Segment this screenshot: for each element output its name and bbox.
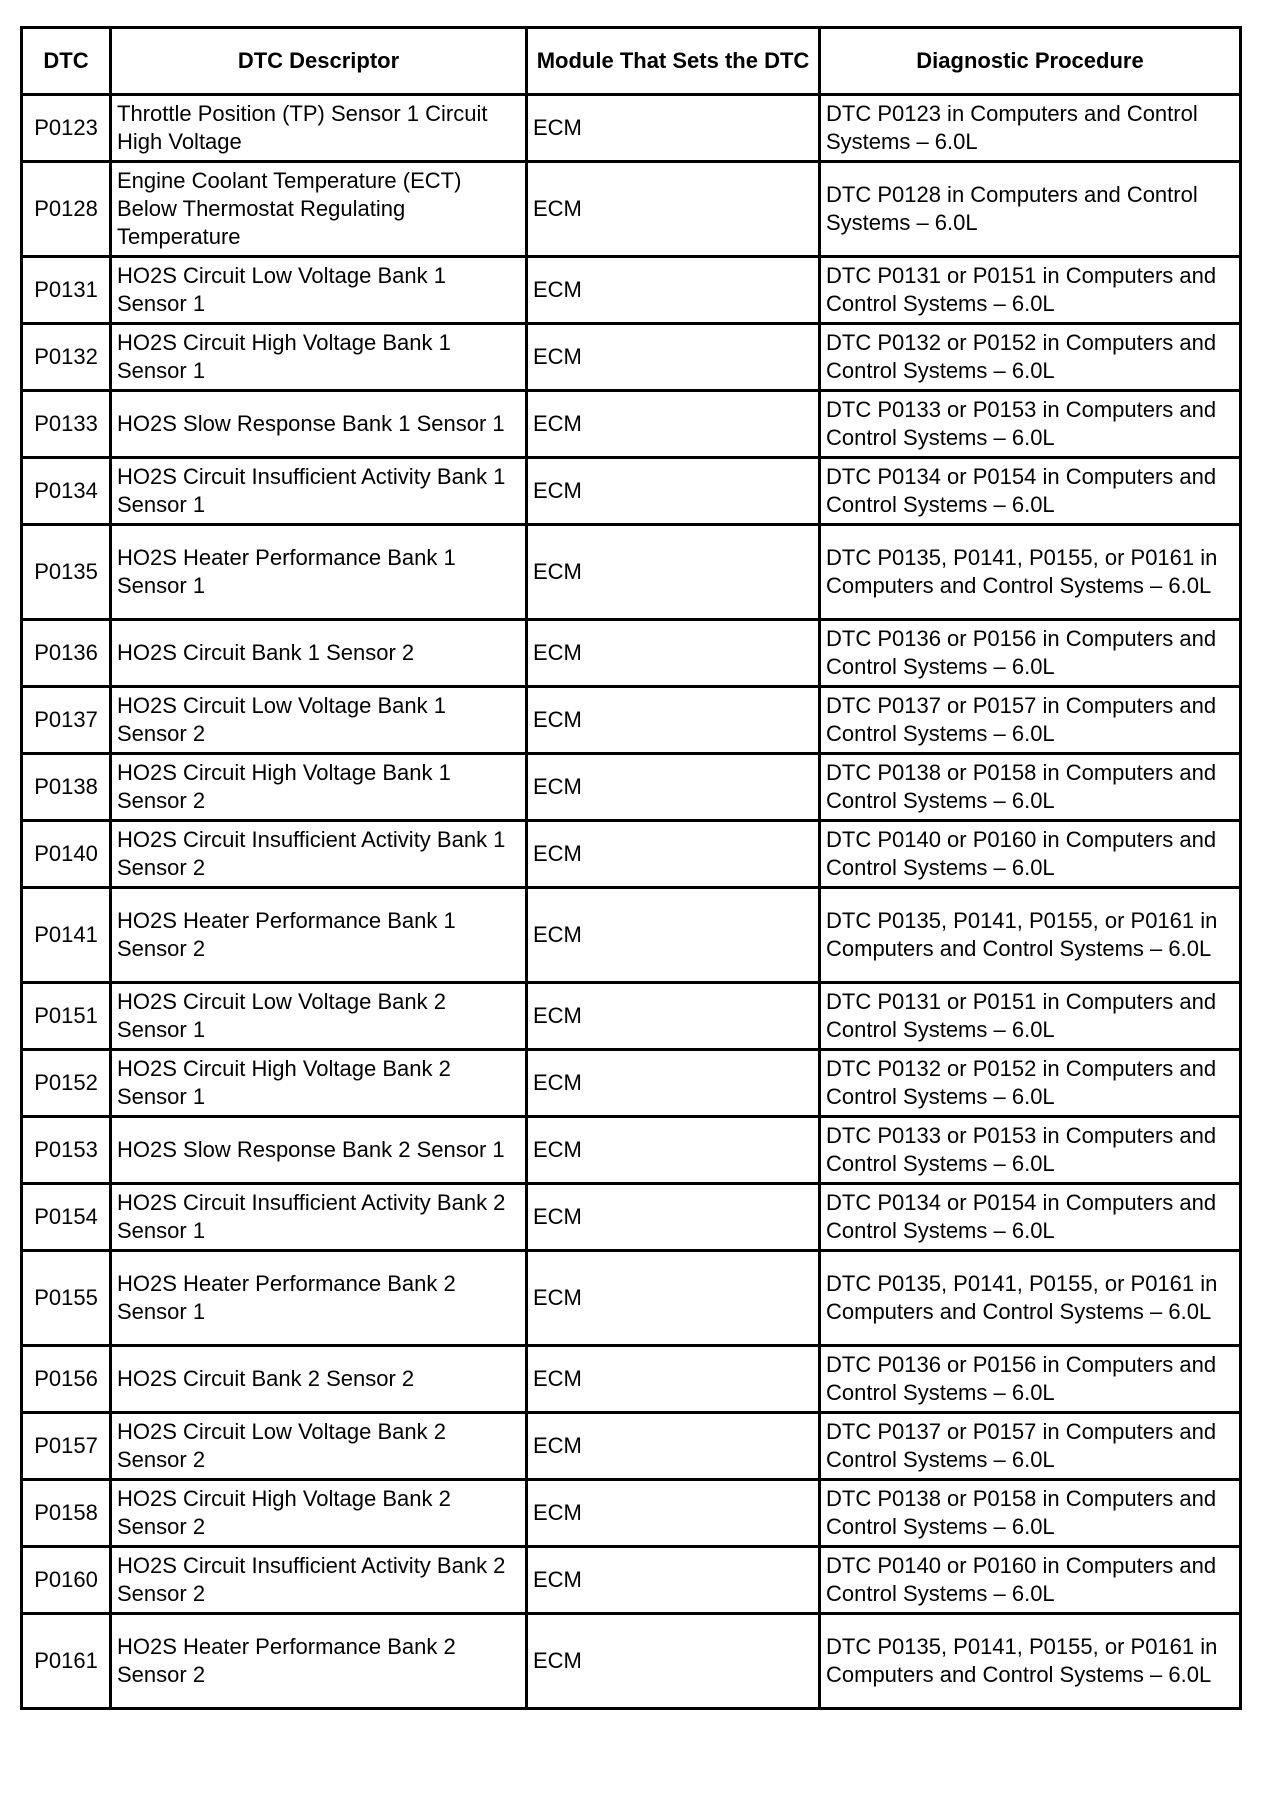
dtc-descriptor: Throttle Position (TP) Sensor 1 Circuit High Voltage (111, 95, 527, 162)
diagnostic-procedure: DTC P0135, P0141, P0155, or P0161 in Computers and Control Systems – 6.0L (820, 525, 1241, 620)
diagnostic-procedure: DTC P0136 or P0156 in Computers and Control Systems – 6.0L (820, 1346, 1241, 1413)
dtc-code: P0123 (22, 95, 111, 162)
diagnostic-procedure: DTC P0123 in Computers and Control Systems – 6.0L (820, 95, 1241, 162)
setting-module: ECM (527, 620, 820, 687)
setting-module: ECM (527, 983, 820, 1050)
dtc-code: P0152 (22, 1050, 111, 1117)
dtc-code: P0151 (22, 983, 111, 1050)
diagnostic-procedure: DTC P0131 or P0151 in Computers and Control Systems – 6.0L (820, 983, 1241, 1050)
table-row (22, 525, 1241, 620)
table-header (22, 28, 1241, 95)
dtc-descriptor: HO2S Heater Performance Bank 2 Sensor 1 (111, 1251, 527, 1346)
table-body (22, 95, 1241, 1709)
dtc-code: P0133 (22, 391, 111, 458)
dtc-table (20, 26, 1242, 1710)
diagnostic-procedure: DTC P0140 or P0160 in Computers and Control Systems – 6.0L (820, 1547, 1241, 1614)
table-row (22, 687, 1241, 754)
setting-module: ECM (527, 1480, 820, 1547)
diagnostic-procedure: DTC P0135, P0141, P0155, or P0161 in Computers and Control Systems – 6.0L (820, 1251, 1241, 1346)
table-row (22, 324, 1241, 391)
dtc-descriptor: HO2S Circuit Insufficient Activity Bank 2 Sensor 1 (111, 1184, 527, 1251)
dtc-descriptor: HO2S Circuit Insufficient Activity Bank 2 Sensor 2 (111, 1547, 527, 1614)
setting-module: ECM (527, 391, 820, 458)
table-row (22, 1547, 1241, 1614)
dtc-code: P0131 (22, 257, 111, 324)
dtc-code: P0135 (22, 525, 111, 620)
diagnostic-procedure: DTC P0133 or P0153 in Computers and Control Systems – 6.0L (820, 1117, 1241, 1184)
diagnostic-procedure: DTC P0138 or P0158 in Computers and Control Systems – 6.0L (820, 1480, 1241, 1547)
setting-module: ECM (527, 525, 820, 620)
dtc-code: P0132 (22, 324, 111, 391)
diagnostic-procedure: DTC P0134 or P0154 in Computers and Control Systems – 6.0L (820, 458, 1241, 525)
setting-module: ECM (527, 1184, 820, 1251)
header-row (22, 28, 1241, 95)
setting-module: ECM (527, 162, 820, 257)
setting-module: ECM (527, 458, 820, 525)
table-row (22, 1184, 1241, 1251)
setting-module: ECM (527, 1413, 820, 1480)
dtc-code: P0137 (22, 687, 111, 754)
dtc-descriptor: HO2S Circuit Low Voltage Bank 2 Sensor 1 (111, 983, 527, 1050)
table-row (22, 1480, 1241, 1547)
diagnostic-procedure: DTC P0133 or P0153 in Computers and Control Systems – 6.0L (820, 391, 1241, 458)
dtc-descriptor: HO2S Circuit High Voltage Bank 2 Sensor 1 (111, 1050, 527, 1117)
dtc-descriptor: HO2S Heater Performance Bank 1 Sensor 2 (111, 888, 527, 983)
table-row (22, 620, 1241, 687)
diagnostic-procedure: DTC P0137 or P0157 in Computers and Control Systems – 6.0L (820, 687, 1241, 754)
dtc-code: P0156 (22, 1346, 111, 1413)
diagnostic-procedure: DTC P0134 or P0154 in Computers and Control Systems – 6.0L (820, 1184, 1241, 1251)
dtc-code: P0153 (22, 1117, 111, 1184)
dtc-code: P0141 (22, 888, 111, 983)
table-row (22, 162, 1241, 257)
diagnostic-procedure: DTC P0132 or P0152 in Computers and Control Systems – 6.0L (820, 324, 1241, 391)
table-row (22, 1346, 1241, 1413)
dtc-code: P0160 (22, 1547, 111, 1614)
diagnostic-procedure: DTC P0132 or P0152 in Computers and Control Systems – 6.0L (820, 1050, 1241, 1117)
setting-module: ECM (527, 888, 820, 983)
table-row (22, 95, 1241, 162)
table-row (22, 391, 1241, 458)
header-dtc: DTC (22, 28, 111, 95)
dtc-code: P0155 (22, 1251, 111, 1346)
diagnostic-procedure: DTC P0136 or P0156 in Computers and Control Systems – 6.0L (820, 620, 1241, 687)
dtc-descriptor: HO2S Circuit Low Voltage Bank 1 Sensor 1 (111, 257, 527, 324)
table-row (22, 458, 1241, 525)
setting-module: ECM (527, 1346, 820, 1413)
dtc-descriptor: HO2S Circuit High Voltage Bank 1 Sensor 2 (111, 754, 527, 821)
dtc-descriptor: HO2S Heater Performance Bank 1 Sensor 1 (111, 525, 527, 620)
table-row (22, 888, 1241, 983)
dtc-descriptor: HO2S Circuit High Voltage Bank 1 Sensor 1 (111, 324, 527, 391)
setting-module: ECM (527, 821, 820, 888)
table-row (22, 821, 1241, 888)
table-row (22, 1614, 1241, 1709)
table-row (22, 257, 1241, 324)
dtc-code: P0157 (22, 1413, 111, 1480)
dtc-descriptor: HO2S Circuit Low Voltage Bank 2 Sensor 2 (111, 1413, 527, 1480)
dtc-code: P0136 (22, 620, 111, 687)
dtc-code: P0140 (22, 821, 111, 888)
table-row (22, 1413, 1241, 1480)
dtc-descriptor: HO2S Circuit Low Voltage Bank 1 Sensor 2 (111, 687, 527, 754)
table-row (22, 1050, 1241, 1117)
setting-module: ECM (527, 754, 820, 821)
dtc-code: P0158 (22, 1480, 111, 1547)
diagnostic-procedure: DTC P0140 or P0160 in Computers and Control Systems – 6.0L (820, 821, 1241, 888)
dtc-descriptor: HO2S Slow Response Bank 2 Sensor 1 (111, 1117, 527, 1184)
setting-module: ECM (527, 324, 820, 391)
diagnostic-procedure: DTC P0131 or P0151 in Computers and Control Systems – 6.0L (820, 257, 1241, 324)
dtc-code: P0134 (22, 458, 111, 525)
dtc-code: P0161 (22, 1614, 111, 1709)
header-descriptor: DTC Descriptor (111, 28, 527, 95)
table-row (22, 754, 1241, 821)
dtc-code: P0138 (22, 754, 111, 821)
dtc-descriptor: HO2S Circuit Bank 1 Sensor 2 (111, 620, 527, 687)
dtc-code: P0128 (22, 162, 111, 257)
diagnostic-procedure: DTC P0135, P0141, P0155, or P0161 in Computers and Control Systems – 6.0L (820, 888, 1241, 983)
dtc-descriptor: HO2S Circuit Insufficient Activity Bank 1 Sensor 2 (111, 821, 527, 888)
header-procedure: Diagnostic Procedure (820, 28, 1241, 95)
setting-module: ECM (527, 1251, 820, 1346)
dtc-code: P0154 (22, 1184, 111, 1251)
table-row (22, 983, 1241, 1050)
dtc-descriptor: Engine Coolant Temperature (ECT) Below Thermostat Regulating Temperature (111, 162, 527, 257)
diagnostic-procedure: DTC P0138 or P0158 in Computers and Control Systems – 6.0L (820, 754, 1241, 821)
dtc-descriptor: HO2S Circuit Bank 2 Sensor 2 (111, 1346, 527, 1413)
setting-module: ECM (527, 1050, 820, 1117)
setting-module: ECM (527, 1614, 820, 1709)
dtc-descriptor: HO2S Slow Response Bank 1 Sensor 1 (111, 391, 527, 458)
dtc-descriptor: HO2S Circuit High Voltage Bank 2 Sensor 2 (111, 1480, 527, 1547)
setting-module: ECM (527, 687, 820, 754)
table-row (22, 1251, 1241, 1346)
diagnostic-procedure: DTC P0137 or P0157 in Computers and Control Systems – 6.0L (820, 1413, 1241, 1480)
setting-module: ECM (527, 95, 820, 162)
diagnostic-procedure: DTC P0135, P0141, P0155, or P0161 in Computers and Control Systems – 6.0L (820, 1614, 1241, 1709)
diagnostic-procedure: DTC P0128 in Computers and Control Systems – 6.0L (820, 162, 1241, 257)
header-module: Module That Sets the DTC (527, 28, 820, 95)
setting-module: ECM (527, 1117, 820, 1184)
dtc-descriptor: HO2S Circuit Insufficient Activity Bank 1 Sensor 1 (111, 458, 527, 525)
setting-module: ECM (527, 1547, 820, 1614)
table-row (22, 1117, 1241, 1184)
dtc-descriptor: HO2S Heater Performance Bank 2 Sensor 2 (111, 1614, 527, 1709)
setting-module: ECM (527, 257, 820, 324)
